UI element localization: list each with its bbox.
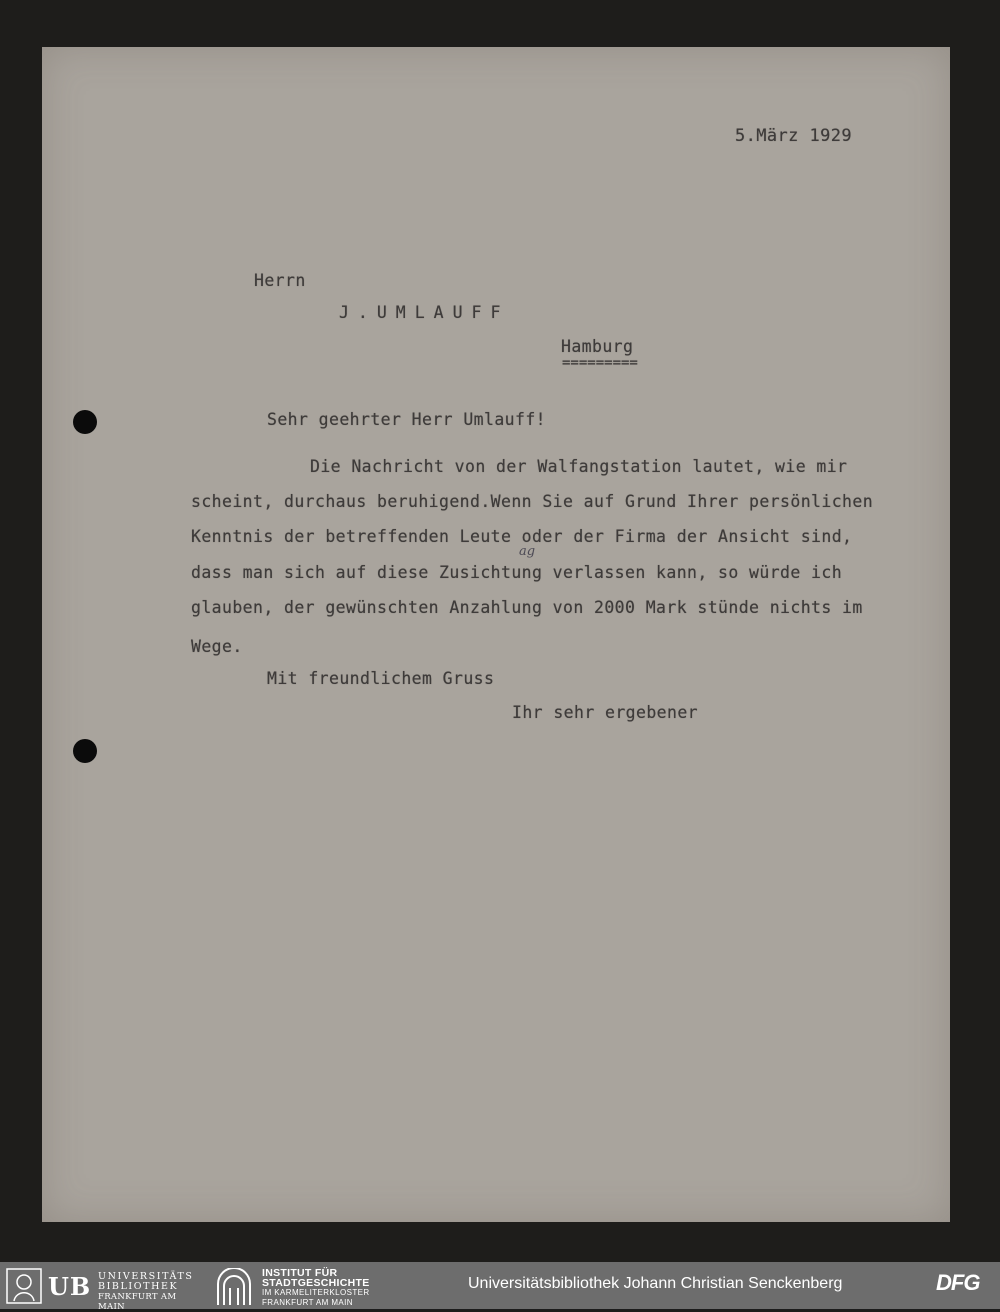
ub-line: FRANKFURT AM MAIN: [98, 1292, 177, 1312]
ub-abbrev: UB: [48, 1272, 92, 1301]
punch-hole: [73, 410, 97, 434]
institute-logo: [214, 1268, 414, 1306]
library-credit: Universitätsbibliothek Johann Christian Senckenberg: [468, 1275, 843, 1292]
handwritten-correction: ag: [519, 544, 536, 559]
letter-date: 5.März 1929: [735, 126, 852, 146]
ub-logo: [6, 1268, 206, 1312]
letter-sheet: [42, 47, 950, 1222]
inst-line: STADTGESCHICHTE: [262, 1277, 370, 1289]
closing: Mit freundlichem Gruss: [267, 669, 495, 688]
body-line: Kenntnis der betreffenden Leute oder der Firma der Ansicht sind,: [191, 527, 853, 546]
ub-line: BIBLIOTHEK: [98, 1281, 179, 1292]
recipient-name: J.UMLAUFF: [339, 303, 510, 322]
signoff: Ihr sehr ergebener: [512, 703, 699, 722]
footer-bar: [0, 1262, 1000, 1312]
body-line: glauben, der gewünschten Anzahlung von 2000 Mark stünde nichts im: [191, 598, 863, 617]
goethe-portrait-icon: [6, 1268, 42, 1304]
institute-name: [262, 1268, 370, 1308]
punch-hole: [73, 739, 97, 763]
body-line: Wege.: [191, 637, 243, 656]
body-line: dass man sich auf diese Zusichtung verlassen kann, so würde ich: [191, 563, 843, 582]
recipient-city: Hamburg: [561, 337, 634, 356]
inst-line: FRANKFURT AM MAIN: [262, 1298, 353, 1307]
greeting: Sehr geehrter Herr Umlauff!: [267, 410, 547, 429]
dfg-logo: DFG: [936, 1270, 980, 1295]
inst-line: IM KARMELITERKLOSTER: [262, 1288, 370, 1297]
arch-icon: [214, 1268, 254, 1306]
body-line: Die Nachricht von der Walfangstation lautet, wie mir: [310, 457, 848, 476]
body-line: scheint, durchaus beruhigend.Wenn Sie auf Grund Ihrer persönlichen: [191, 492, 874, 511]
city-underline: =========: [562, 355, 638, 371]
salutation-prefix: Herrn: [254, 271, 306, 290]
inst-line: INSTITUT FÜR: [262, 1267, 338, 1279]
ub-name: [98, 1272, 206, 1312]
ub-line: UNIVERSITÄTS: [98, 1271, 194, 1282]
